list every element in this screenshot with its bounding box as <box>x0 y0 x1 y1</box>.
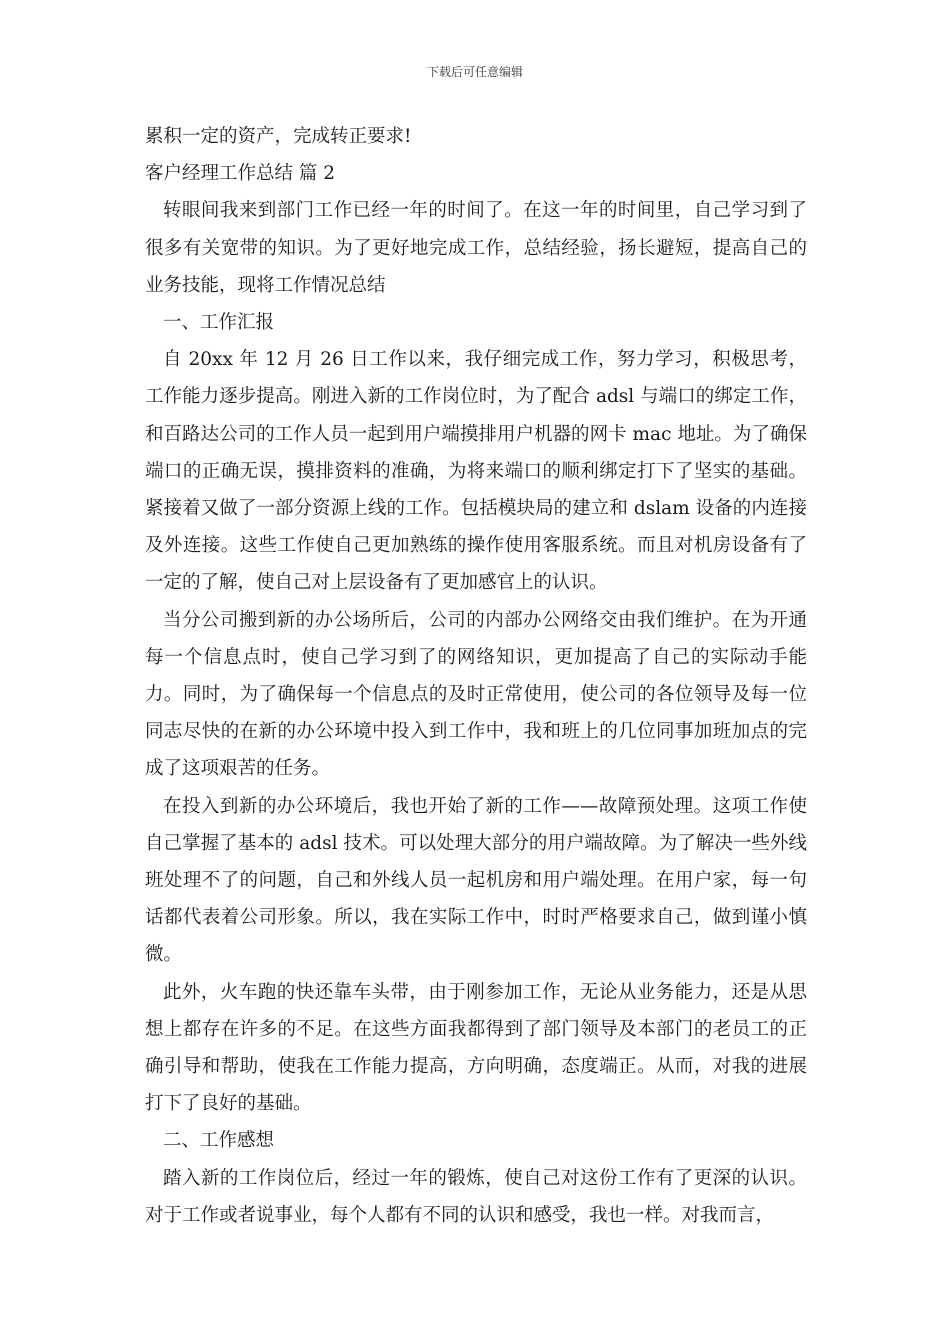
paragraph-thoughts-1: 踏入新的工作岗位后，经过一年的锻炼，使自己对这份工作有了更深的认识。对于工作或者说事业，每个人都有不同的认识和感受，我也一样。对我而言， <box>145 1167 807 1226</box>
header-text: 下载后可任意编辑 <box>426 65 523 79</box>
paragraph-report-4: 此外，火车跑的快还靠车头带，由于刚参加工作，无论从业务能力，还是从思想上都存在许多的不足。在这些方面我都得到了部门领导及本部门的老员工的正确引导和帮助，使我在工作能力提高，方向明确，态度端正。从而，对我的进展打下了良好的基础。 <box>145 981 807 1115</box>
heading-work-thoughts: 二、工作感想 <box>163 1130 275 1152</box>
page-header <box>0 64 950 80</box>
document-body <box>145 118 807 1234</box>
paragraph-1: 累积一定的资产，完成转正要求! <box>145 126 412 147</box>
paragraph-report-1: 自 20xx 年 12 月 26 日工作以来，我仔细完成工作，努力学习，积极思考，工作能力逐步提高。刚进入新的工作岗位时，为了配合 adsl 与端口的绑定工作，和百路达公司的工作人员一起到用户端摸排用户机器的网卡 mac 地址。为了确保端口的正确无误，摸排资料的准确，为将来端口的顺利绑定打下了坚实的基础。紧接着又做了一部分资源上线的工作。包括模块局的建立和 dslam 设备的内连接及外连接。这些工作使自己更加熟练的操作使用客服系统。而且对机房设备有了一定的了解，使自己对上层设备有了更加感官上的认识。 <box>145 349 807 594</box>
heading-work-report: 一、工作汇报 <box>163 312 275 334</box>
paragraph-intro: 转眼间我来到部门工作已经一年的时间了。在这一年的时间里，自己学习到了很多有关宽带的知识。为了更好地完成工作，总结经验，扬长避短，提高自己的业务技能，现将工作情况总结 <box>145 200 807 296</box>
paragraph-report-3: 在投入到新的办公环境后，我也开始了新的工作——故障预处理。这项工作使自己掌握了基本的 adsl 技术。可以处理大部分的用户端故障。为了解决一些外线班处理不了的问题，自己和外线人员一起机房和用户端处理。在用户家，每一句话都代表着公司形象。所以，我在实际工作中，时时严格要求自己，做到谨小慎微。 <box>145 795 807 966</box>
section-title: 客户经理工作总结 篇 2 <box>145 163 336 185</box>
paragraph-report-2: 当分公司搬到新的办公场所后，公司的内部办公网络交由我们维护。在为开通每一个信息点时，使自己学习到了的网络知识，更加提高了自己的实际动手能力。同时，为了确保每一个信息点的及时正常使用，使公司的各位领导及每一位同志尽快的在新的办公环境中投入到工作中，我和班上的几位同事加班加点的完成了这项艰苦的任务。 <box>145 609 807 780</box>
